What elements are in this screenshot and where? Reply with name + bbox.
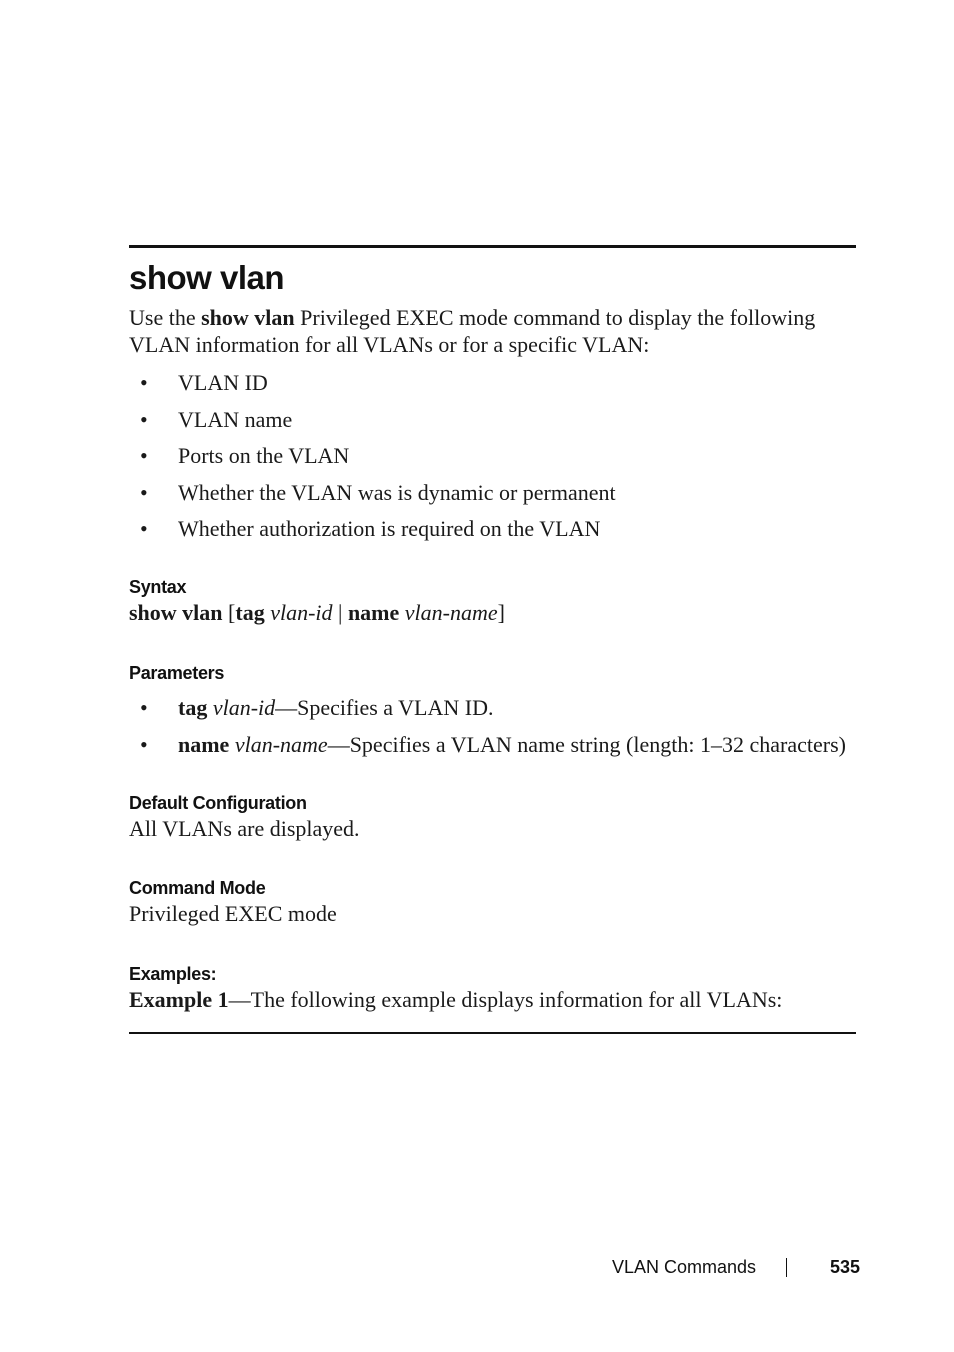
bullet-icon: •: [140, 516, 148, 541]
syntax-tag-keyword: tag: [235, 600, 265, 625]
list-item-text: Whether authorization is required on the VLAN: [178, 516, 601, 541]
parameter-list: [129, 695, 846, 768]
syntax-name-arg: vlan-name: [404, 600, 498, 625]
default-configuration-text: All VLANs are displayed.: [129, 816, 360, 841]
list-item: [129, 732, 846, 769]
footer-section-title: VLAN Commands: [612, 1257, 757, 1277]
syntax-heading: Syntax: [129, 577, 187, 597]
param-keyword: tag: [178, 695, 208, 720]
list-item-text: Ports on the VLAN: [178, 443, 350, 468]
parameters-heading: Parameters: [129, 663, 225, 683]
syntax-tag-arg: vlan-id: [270, 600, 333, 625]
bullet-icon: •: [140, 406, 148, 432]
list-item: [129, 516, 616, 553]
list-item-text: VLAN name: [178, 406, 293, 432]
example-1-label: Example 1: [129, 987, 229, 1012]
intro-text-2: Privileged EXEC mode command to display the following VLAN information for all VLANs or for a specific VLAN:: [129, 305, 816, 357]
footer-separator: [786, 1258, 787, 1277]
bullet-icon: •: [140, 370, 148, 395]
intro-text-1: Use the: [129, 305, 202, 330]
bullet-icon: •: [140, 731, 148, 757]
intro-paragraph: [129, 304, 869, 358]
example-1-line: [129, 987, 782, 1013]
bottom-rule: [129, 1032, 856, 1034]
top-rule: [129, 245, 856, 248]
syntax-name-keyword: name: [347, 600, 400, 625]
list-item-text: VLAN ID: [178, 370, 268, 395]
list-item-text: Whether the VLAN was is dynamic or permanent: [178, 479, 616, 505]
param-description: —Specifies a VLAN ID.: [275, 695, 494, 720]
command-mode-heading: Command Mode: [129, 878, 266, 898]
list-item: [129, 443, 616, 480]
syntax-pipe: |: [332, 600, 348, 625]
param-arg: vlan-name: [234, 731, 328, 757]
param-keyword: name: [178, 731, 230, 757]
list-item: [129, 407, 616, 444]
example-1-text: —The following example displays information for all VLANs:: [228, 987, 783, 1012]
list-item: [129, 370, 616, 407]
default-configuration-heading: Default Configuration: [129, 793, 307, 813]
syntax-close-bracket: ]: [497, 600, 505, 625]
bullet-icon: •: [140, 695, 148, 720]
bullet-icon: •: [140, 479, 148, 505]
page-number: 535: [830, 1257, 861, 1277]
syntax-line: [129, 600, 505, 626]
param-description: —Specifies a VLAN name string (length: 1–32 characters): [327, 731, 846, 757]
intro-command: show vlan: [201, 305, 295, 330]
list-item: [129, 695, 846, 732]
page-title: show vlan: [129, 259, 285, 296]
syntax-open-bracket: [: [222, 600, 236, 625]
syntax-command: show vlan: [129, 600, 223, 625]
examples-heading: Examples:: [129, 964, 217, 984]
bullet-icon: •: [140, 443, 148, 468]
feature-list: [129, 370, 616, 553]
command-mode-text: Privileged EXEC mode: [129, 901, 337, 926]
param-arg: vlan-id: [212, 695, 276, 720]
list-item: [129, 480, 616, 517]
